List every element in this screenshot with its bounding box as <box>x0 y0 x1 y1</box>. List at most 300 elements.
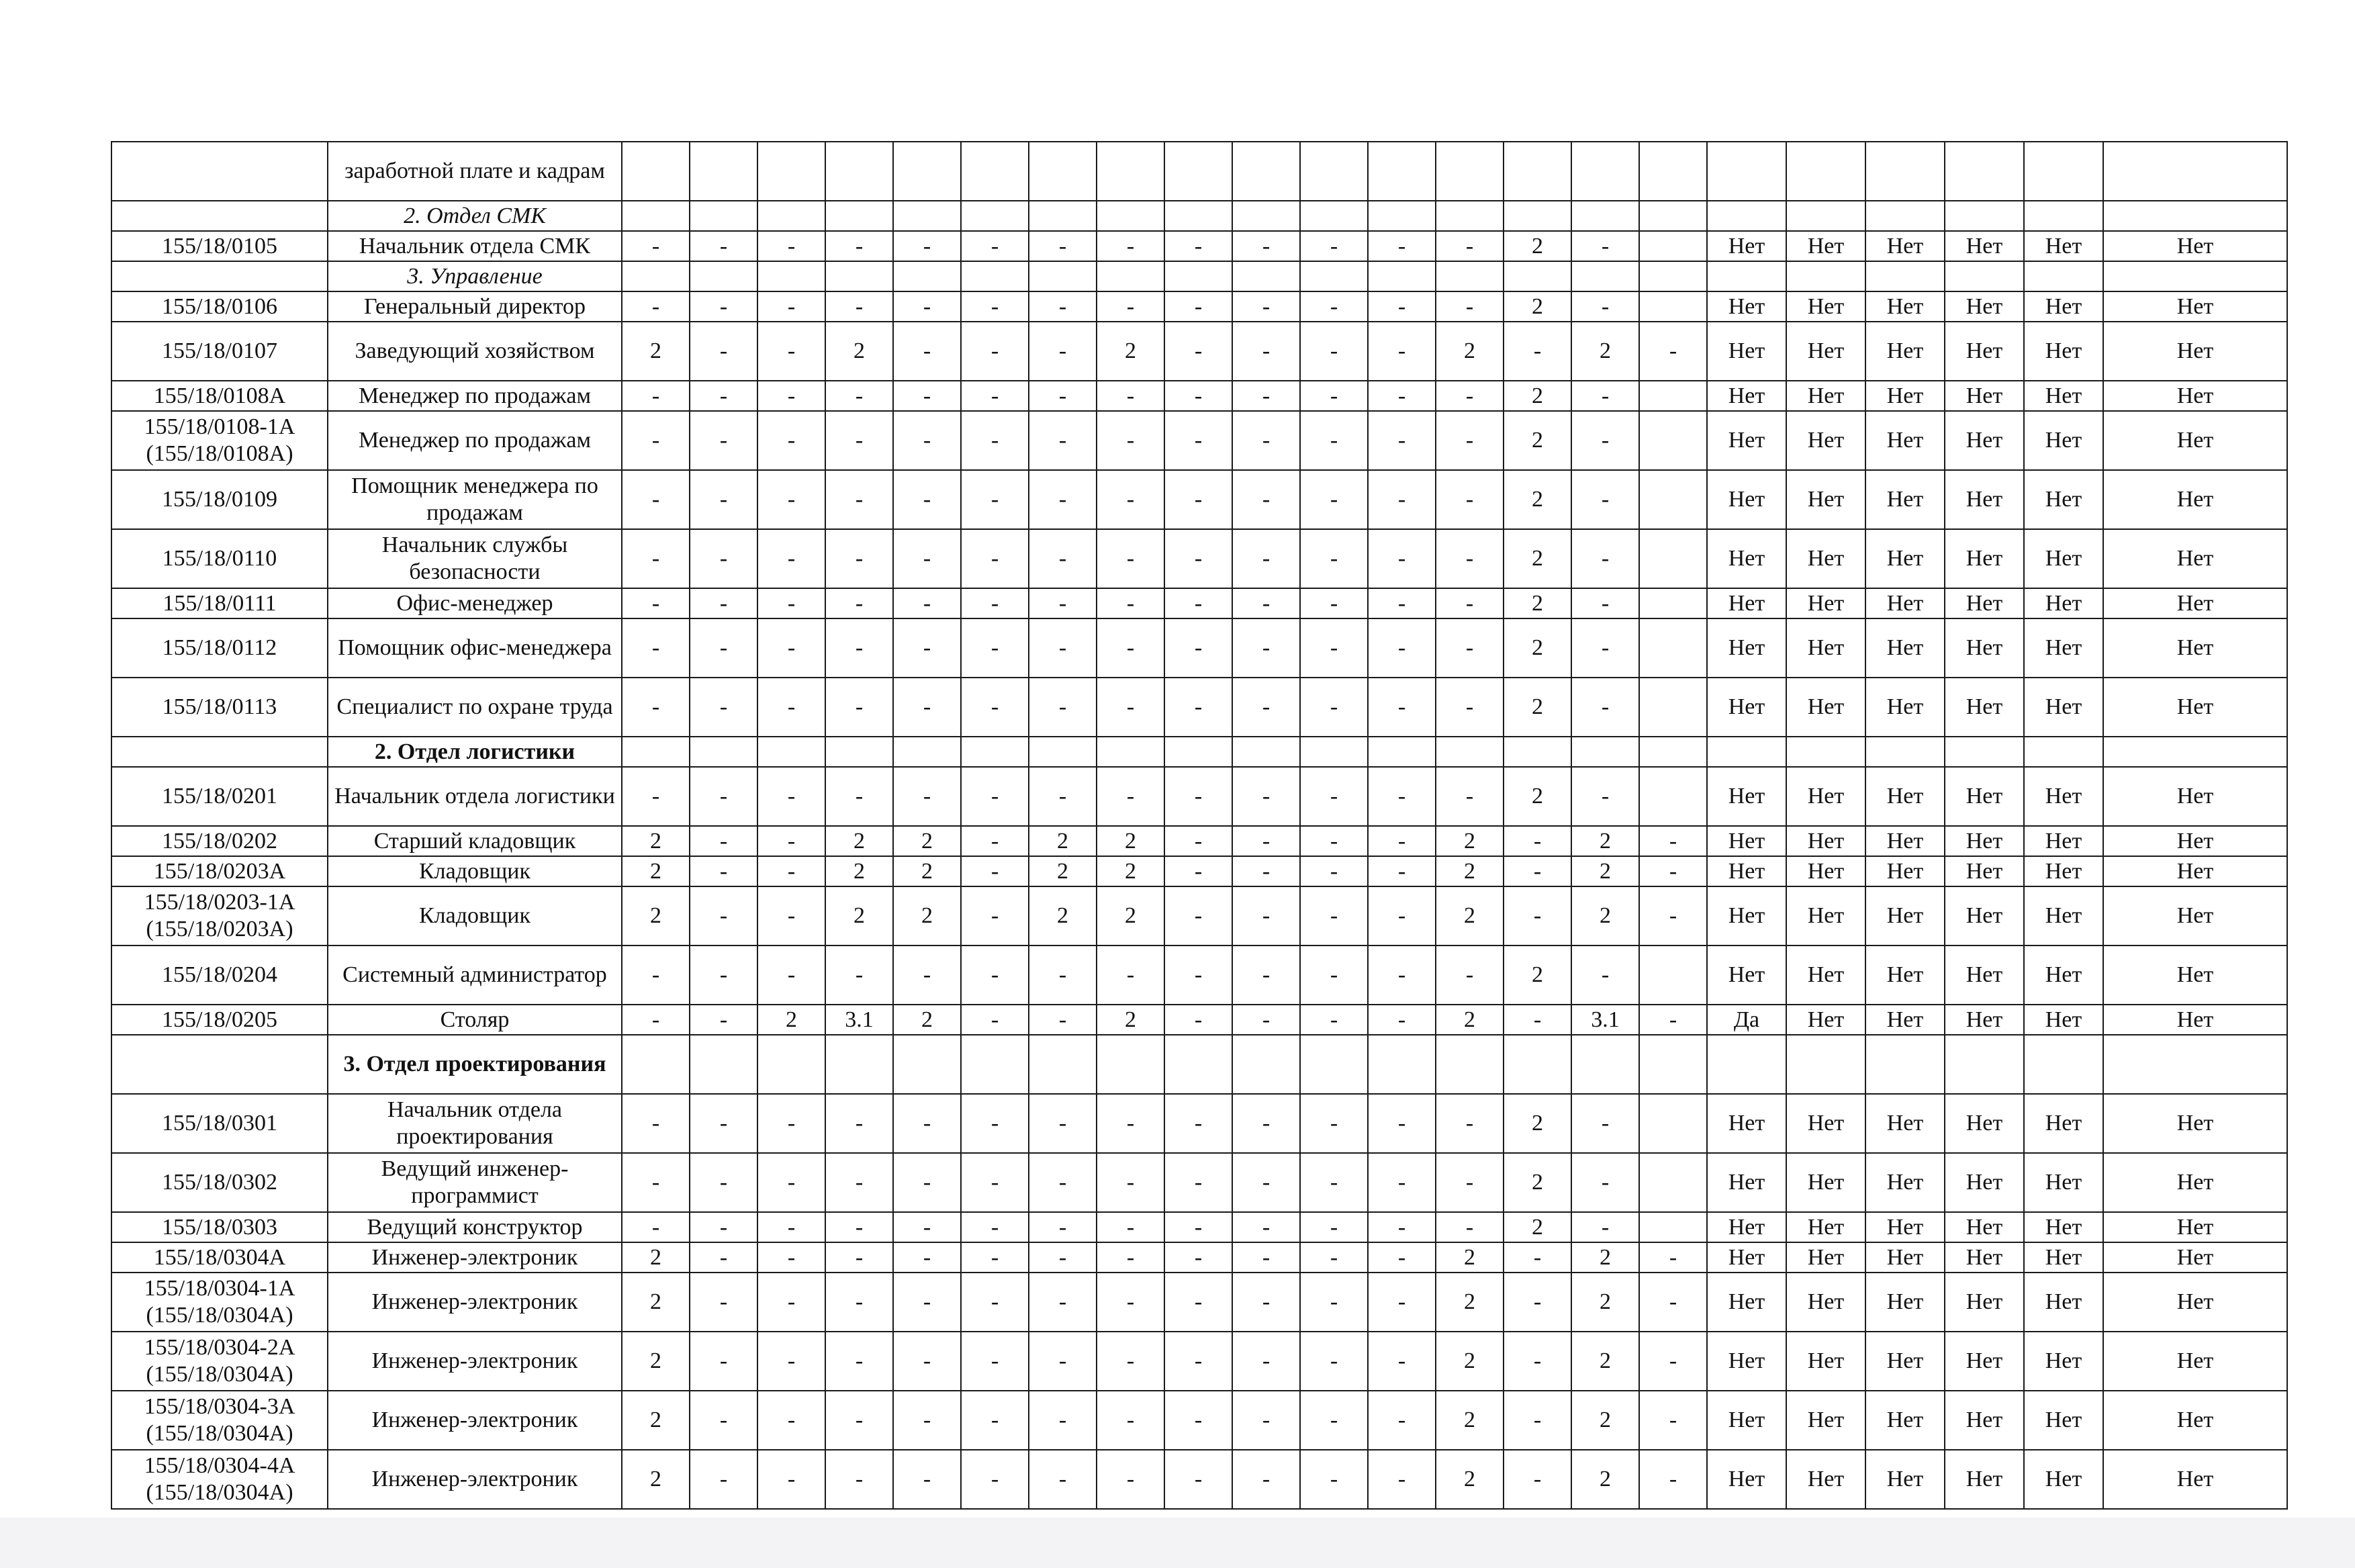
value-cell: 2 <box>1097 826 1164 856</box>
value-cell: - <box>1300 946 1368 1005</box>
value-cell: - <box>961 767 1029 826</box>
value-cell: 2 <box>893 826 961 856</box>
value-cell: - <box>1368 1332 1436 1391</box>
value-cell: - <box>1368 588 1436 618</box>
code-cell <box>111 1035 328 1094</box>
value-cell: 2 <box>1029 826 1097 856</box>
flag-cell: Нет <box>1865 529 1945 588</box>
value-cell <box>1639 529 1707 588</box>
empty-cell <box>1865 261 1945 291</box>
value-cell: - <box>1368 381 1436 411</box>
value-cell: 2 <box>1571 1332 1639 1391</box>
value-cell <box>1164 142 1232 201</box>
value-cell <box>1639 588 1707 618</box>
value-cell: - <box>1571 529 1639 588</box>
value-cell: - <box>622 291 690 322</box>
value-cell: - <box>1504 826 1571 856</box>
value-cell: - <box>961 1005 1029 1035</box>
value-cell: - <box>690 1273 757 1332</box>
empty-cell <box>1029 1035 1097 1094</box>
value-cell: - <box>961 381 1029 411</box>
value-cell: - <box>1164 1242 1232 1273</box>
flag-cell: Нет <box>1786 291 1865 322</box>
flag-cell: Нет <box>2024 322 2103 381</box>
empty-cell <box>825 201 893 231</box>
empty-cell <box>757 737 825 767</box>
value-cell: 2 <box>1504 291 1571 322</box>
flag-cell: Нет <box>1707 231 1786 261</box>
flag-cell: Нет <box>2024 411 2103 470</box>
value-cell: 2 <box>622 322 690 381</box>
value-cell: - <box>690 946 757 1005</box>
value-cell: - <box>1029 529 1097 588</box>
code-cell <box>111 737 328 767</box>
empty-cell <box>757 201 825 231</box>
table-row <box>111 470 2287 529</box>
code-cell: 155/18/0301 <box>111 1094 328 1153</box>
flag-cell: Нет <box>1786 946 1865 1005</box>
value-cell: - <box>825 411 893 470</box>
table-row <box>111 1242 2287 1273</box>
value-cell: - <box>1571 411 1639 470</box>
value-cell: - <box>1436 767 1504 826</box>
value-cell: 2 <box>757 1005 825 1035</box>
value-cell: - <box>1097 946 1164 1005</box>
empty-cell <box>1707 201 1786 231</box>
value-cell: - <box>690 1153 757 1212</box>
position-name: Старший кладовщик <box>328 826 622 856</box>
value-cell: - <box>1571 1094 1639 1153</box>
value-cell: - <box>1097 1450 1164 1509</box>
value-cell: - <box>1232 856 1300 886</box>
value-cell: 2 <box>1097 886 1164 946</box>
value-cell: - <box>893 1450 961 1509</box>
flag-cell: Нет <box>1707 856 1786 886</box>
empty-cell <box>961 201 1029 231</box>
flag-cell: Нет <box>1945 291 2024 322</box>
position-name: Начальник службы безопасности <box>328 529 622 588</box>
value-cell: 2 <box>1029 886 1097 946</box>
value-cell: - <box>757 1391 825 1450</box>
value-cell: - <box>1436 291 1504 322</box>
value-cell: - <box>1029 678 1097 737</box>
value-cell: - <box>1368 856 1436 886</box>
value-cell: - <box>1097 1242 1164 1273</box>
value-cell <box>893 142 961 201</box>
empty-cell <box>961 261 1029 291</box>
flag-cell: Нет <box>2024 1094 2103 1153</box>
value-cell: - <box>1300 411 1368 470</box>
empty-cell <box>961 737 1029 767</box>
value-cell: 2 <box>1504 529 1571 588</box>
value-cell: 2 <box>1571 856 1639 886</box>
flag-cell: Нет <box>1865 1391 1945 1450</box>
value-cell: - <box>1368 1450 1436 1509</box>
code-cell: 155/18/0111 <box>111 588 328 618</box>
value-cell <box>1639 291 1707 322</box>
value-cell: - <box>1300 1332 1368 1391</box>
value-cell: - <box>1504 322 1571 381</box>
value-cell: - <box>1639 1450 1707 1509</box>
value-cell: 2 <box>1097 856 1164 886</box>
value-cell: - <box>1232 1094 1300 1153</box>
flag-cell: Нет <box>2103 678 2287 737</box>
value-cell: - <box>961 322 1029 381</box>
code-cell: 155/18/0202 <box>111 826 328 856</box>
table-row <box>111 1332 2287 1391</box>
value-cell: 2 <box>1504 231 1571 261</box>
empty-cell <box>1945 261 2024 291</box>
value-cell: - <box>893 1212 961 1242</box>
empty-cell <box>1232 261 1300 291</box>
value-cell: - <box>690 678 757 737</box>
flag-cell: Нет <box>2103 470 2287 529</box>
value-cell <box>1504 142 1571 201</box>
value-cell: - <box>1571 1153 1639 1212</box>
value-cell: - <box>1097 470 1164 529</box>
flag-cell: Нет <box>2024 470 2103 529</box>
value-cell: - <box>1571 231 1639 261</box>
value-cell: 2 <box>1504 678 1571 737</box>
empty-cell <box>1436 737 1504 767</box>
value-cell: - <box>690 411 757 470</box>
value-cell: - <box>622 411 690 470</box>
value-cell: - <box>690 856 757 886</box>
value-cell: - <box>893 381 961 411</box>
flag-cell: Нет <box>1865 381 1945 411</box>
empty-cell <box>1865 1035 1945 1094</box>
value-cell: - <box>1300 588 1368 618</box>
value-cell: - <box>757 1450 825 1509</box>
value-cell: - <box>1571 588 1639 618</box>
value-cell <box>757 142 825 201</box>
value-cell: - <box>1029 1450 1097 1509</box>
table-row <box>111 529 2287 588</box>
flag-cell: Нет <box>2024 678 2103 737</box>
value-cell: - <box>961 1212 1029 1242</box>
value-cell: - <box>690 1242 757 1273</box>
flag-cell: Нет <box>1786 618 1865 678</box>
flag-cell: Нет <box>2024 1391 2103 1450</box>
value-cell: - <box>1639 886 1707 946</box>
flag-cell: Нет <box>1707 678 1786 737</box>
empty-cell <box>2103 201 2287 231</box>
value-cell: - <box>1232 678 1300 737</box>
flag-cell: Нет <box>2024 1153 2103 1212</box>
flag-cell: Нет <box>1945 1332 2024 1391</box>
value-cell: - <box>825 678 893 737</box>
flag-cell: Нет <box>2024 529 2103 588</box>
value-cell: - <box>1368 1153 1436 1212</box>
flag-cell: Нет <box>1945 1273 2024 1332</box>
value-cell: - <box>1232 529 1300 588</box>
value-cell: 2 <box>1436 1273 1504 1332</box>
value-cell: - <box>961 886 1029 946</box>
value-cell: - <box>1232 1391 1300 1450</box>
flag-cell: Нет <box>1786 1242 1865 1273</box>
value-cell: - <box>1300 470 1368 529</box>
value-cell: - <box>1300 618 1368 678</box>
empty-cell <box>893 1035 961 1094</box>
empty-cell <box>1097 261 1164 291</box>
flag-cell: Нет <box>2103 291 2287 322</box>
position-name: Заведующий хозяйством <box>328 322 622 381</box>
flag-cell: Нет <box>1786 826 1865 856</box>
empty-cell <box>1029 201 1097 231</box>
empty-cell <box>757 1035 825 1094</box>
empty-cell <box>622 1035 690 1094</box>
flag-cell: Нет <box>1707 1450 1786 1509</box>
code-cell: 155/18/0304-1А (155/18/0304А) <box>111 1273 328 1332</box>
empty-cell <box>1504 737 1571 767</box>
value-cell: - <box>690 1005 757 1035</box>
value-cell: - <box>1436 411 1504 470</box>
value-cell: - <box>1164 618 1232 678</box>
value-cell: - <box>1571 470 1639 529</box>
value-cell: - <box>622 529 690 588</box>
empty-cell <box>1164 201 1232 231</box>
flag-cell: Нет <box>2024 231 2103 261</box>
value-cell: - <box>622 231 690 261</box>
flag-cell: Нет <box>1945 1391 2024 1450</box>
value-cell: - <box>1232 1153 1300 1212</box>
value-cell: 2 <box>1504 470 1571 529</box>
flag-cell <box>1865 142 1945 201</box>
value-cell: - <box>757 231 825 261</box>
value-cell: 2 <box>1504 618 1571 678</box>
value-cell: - <box>893 1273 961 1332</box>
value-cell: - <box>961 529 1029 588</box>
value-cell: 2 <box>622 1273 690 1332</box>
table-row <box>111 322 2287 381</box>
code-cell: 155/18/0304-2А (155/18/0304А) <box>111 1332 328 1391</box>
value-cell: - <box>1164 1450 1232 1509</box>
value-cell: - <box>893 678 961 737</box>
empty-cell <box>1639 201 1707 231</box>
value-cell <box>1639 470 1707 529</box>
flag-cell: Нет <box>1945 1212 2024 1242</box>
flag-cell: Нет <box>2103 1273 2287 1332</box>
position-name: Менеджер по продажам <box>328 381 622 411</box>
empty-cell <box>622 201 690 231</box>
flag-cell: Нет <box>1707 826 1786 856</box>
flag-cell: Нет <box>1707 1273 1786 1332</box>
code-cell: 155/18/0110 <box>111 529 328 588</box>
value-cell: - <box>1164 1332 1232 1391</box>
value-cell: - <box>893 231 961 261</box>
value-cell: - <box>1368 1005 1436 1035</box>
value-cell: - <box>893 767 961 826</box>
value-cell: - <box>825 618 893 678</box>
flag-cell: Нет <box>1707 529 1786 588</box>
value-cell: - <box>1029 618 1097 678</box>
value-cell: - <box>1164 1273 1232 1332</box>
position-name: заработной плате и кадрам <box>328 142 622 201</box>
value-cell: - <box>1436 946 1504 1005</box>
value-cell: - <box>757 588 825 618</box>
empty-cell <box>2024 201 2103 231</box>
empty-cell <box>893 261 961 291</box>
empty-cell <box>1029 737 1097 767</box>
value-cell: - <box>1097 1391 1164 1450</box>
value-cell: - <box>825 767 893 826</box>
flag-cell: Нет <box>2024 381 2103 411</box>
value-cell <box>1639 618 1707 678</box>
table-row <box>111 1450 2287 1509</box>
value-cell: - <box>622 1094 690 1153</box>
flag-cell: Нет <box>1786 529 1865 588</box>
value-cell <box>825 142 893 201</box>
flag-cell: Нет <box>1786 767 1865 826</box>
value-cell: - <box>1097 588 1164 618</box>
value-cell: - <box>1368 291 1436 322</box>
empty-cell <box>1436 201 1504 231</box>
value-cell: - <box>1164 231 1232 261</box>
value-cell: - <box>1436 470 1504 529</box>
empty-cell <box>1232 1035 1300 1094</box>
value-cell: - <box>1368 1242 1436 1273</box>
flag-cell: Нет <box>2103 1450 2287 1509</box>
value-cell: 2 <box>622 1242 690 1273</box>
flag-cell: Нет <box>1707 470 1786 529</box>
value-cell: - <box>1029 1005 1097 1035</box>
value-cell: - <box>1504 1242 1571 1273</box>
value-cell: - <box>1232 231 1300 261</box>
value-cell: - <box>690 1212 757 1242</box>
empty-cell <box>1786 261 1865 291</box>
empty-cell <box>622 737 690 767</box>
value-cell: - <box>690 291 757 322</box>
flag-cell: Нет <box>1865 618 1945 678</box>
flag-cell: Нет <box>1865 886 1945 946</box>
value-cell: 2 <box>1571 1391 1639 1450</box>
value-cell: - <box>1164 588 1232 618</box>
value-cell: - <box>757 1273 825 1332</box>
value-cell: - <box>1300 826 1368 856</box>
empty-cell <box>1707 737 1786 767</box>
value-cell: - <box>757 1094 825 1153</box>
value-cell: - <box>1164 322 1232 381</box>
flag-cell: Нет <box>1865 678 1945 737</box>
value-cell: - <box>1300 767 1368 826</box>
value-cell: - <box>1436 1212 1504 1242</box>
value-cell: - <box>1097 1273 1164 1332</box>
value-cell: - <box>1639 1273 1707 1332</box>
value-cell: - <box>757 678 825 737</box>
flag-cell: Нет <box>1786 1005 1865 1035</box>
value-cell: - <box>893 1391 961 1450</box>
value-cell <box>1436 142 1504 201</box>
empty-cell <box>1571 261 1639 291</box>
table-row <box>111 946 2287 1005</box>
value-cell: - <box>1368 1094 1436 1153</box>
empty-cell <box>1945 1035 2024 1094</box>
table-row <box>111 886 2287 946</box>
flag-cell: Нет <box>1786 411 1865 470</box>
value-cell: - <box>1097 678 1164 737</box>
value-cell: - <box>757 1242 825 1273</box>
flag-cell: Нет <box>2103 231 2287 261</box>
flag-cell: Нет <box>1945 886 2024 946</box>
value-cell: - <box>1164 411 1232 470</box>
empty-cell <box>1164 1035 1232 1094</box>
value-cell: - <box>825 1153 893 1212</box>
flag-cell: Нет <box>1707 1212 1786 1242</box>
flag-cell: Нет <box>1865 1332 1945 1391</box>
value-cell: - <box>1164 1005 1232 1035</box>
position-name: Помощник офис-менеджера <box>328 618 622 678</box>
code-cell: 155/18/0105 <box>111 231 328 261</box>
flag-cell: Нет <box>1707 886 1786 946</box>
value-cell: - <box>757 1153 825 1212</box>
value-cell: - <box>1029 1332 1097 1391</box>
value-cell: 2 <box>1504 381 1571 411</box>
flag-cell: Нет <box>1865 470 1945 529</box>
code-cell: 155/18/0203А <box>111 856 328 886</box>
value-cell: - <box>1639 826 1707 856</box>
value-cell: - <box>1029 411 1097 470</box>
code-cell: 155/18/0108А <box>111 381 328 411</box>
value-cell: - <box>1029 1153 1097 1212</box>
flag-cell: Нет <box>2103 1212 2287 1242</box>
value-cell: - <box>1571 618 1639 678</box>
flag-cell: Нет <box>2103 381 2287 411</box>
value-cell: - <box>961 618 1029 678</box>
value-cell: - <box>1164 1212 1232 1242</box>
value-cell: - <box>1300 1242 1368 1273</box>
value-cell <box>690 142 757 201</box>
value-cell: - <box>1232 1242 1300 1273</box>
value-cell: - <box>825 381 893 411</box>
empty-cell <box>1300 1035 1368 1094</box>
value-cell: - <box>1029 1242 1097 1273</box>
value-cell: - <box>1097 618 1164 678</box>
value-cell <box>1300 142 1368 201</box>
value-cell: - <box>1097 1094 1164 1153</box>
table-row <box>111 291 2287 322</box>
flag-cell: Нет <box>1707 1094 1786 1153</box>
value-cell: - <box>1504 1005 1571 1035</box>
value-cell: - <box>1232 1005 1300 1035</box>
position-name: Генеральный директор <box>328 291 622 322</box>
flag-cell: Нет <box>1865 1450 1945 1509</box>
value-cell: - <box>622 767 690 826</box>
table-row <box>111 1094 2287 1153</box>
value-cell: - <box>1571 767 1639 826</box>
empty-cell <box>2024 261 2103 291</box>
value-cell: - <box>1164 1094 1232 1153</box>
value-cell: - <box>893 322 961 381</box>
value-cell: - <box>1368 1391 1436 1450</box>
flag-cell: Нет <box>1945 470 2024 529</box>
empty-cell <box>1097 737 1164 767</box>
table-row <box>111 618 2287 678</box>
value-cell: - <box>1164 1391 1232 1450</box>
table-row <box>111 678 2287 737</box>
value-cell: 2 <box>825 826 893 856</box>
empty-cell <box>1786 737 1865 767</box>
flag-cell: Нет <box>1865 588 1945 618</box>
flag-cell: Нет <box>1707 1332 1786 1391</box>
value-cell: - <box>622 470 690 529</box>
value-cell: - <box>961 291 1029 322</box>
value-cell: - <box>690 529 757 588</box>
flag-cell: Нет <box>2024 1273 2103 1332</box>
value-cell: 2 <box>1504 1153 1571 1212</box>
value-cell: - <box>1164 1153 1232 1212</box>
position-name: Ведущий конструктор <box>328 1212 622 1242</box>
empty-cell <box>1504 261 1571 291</box>
